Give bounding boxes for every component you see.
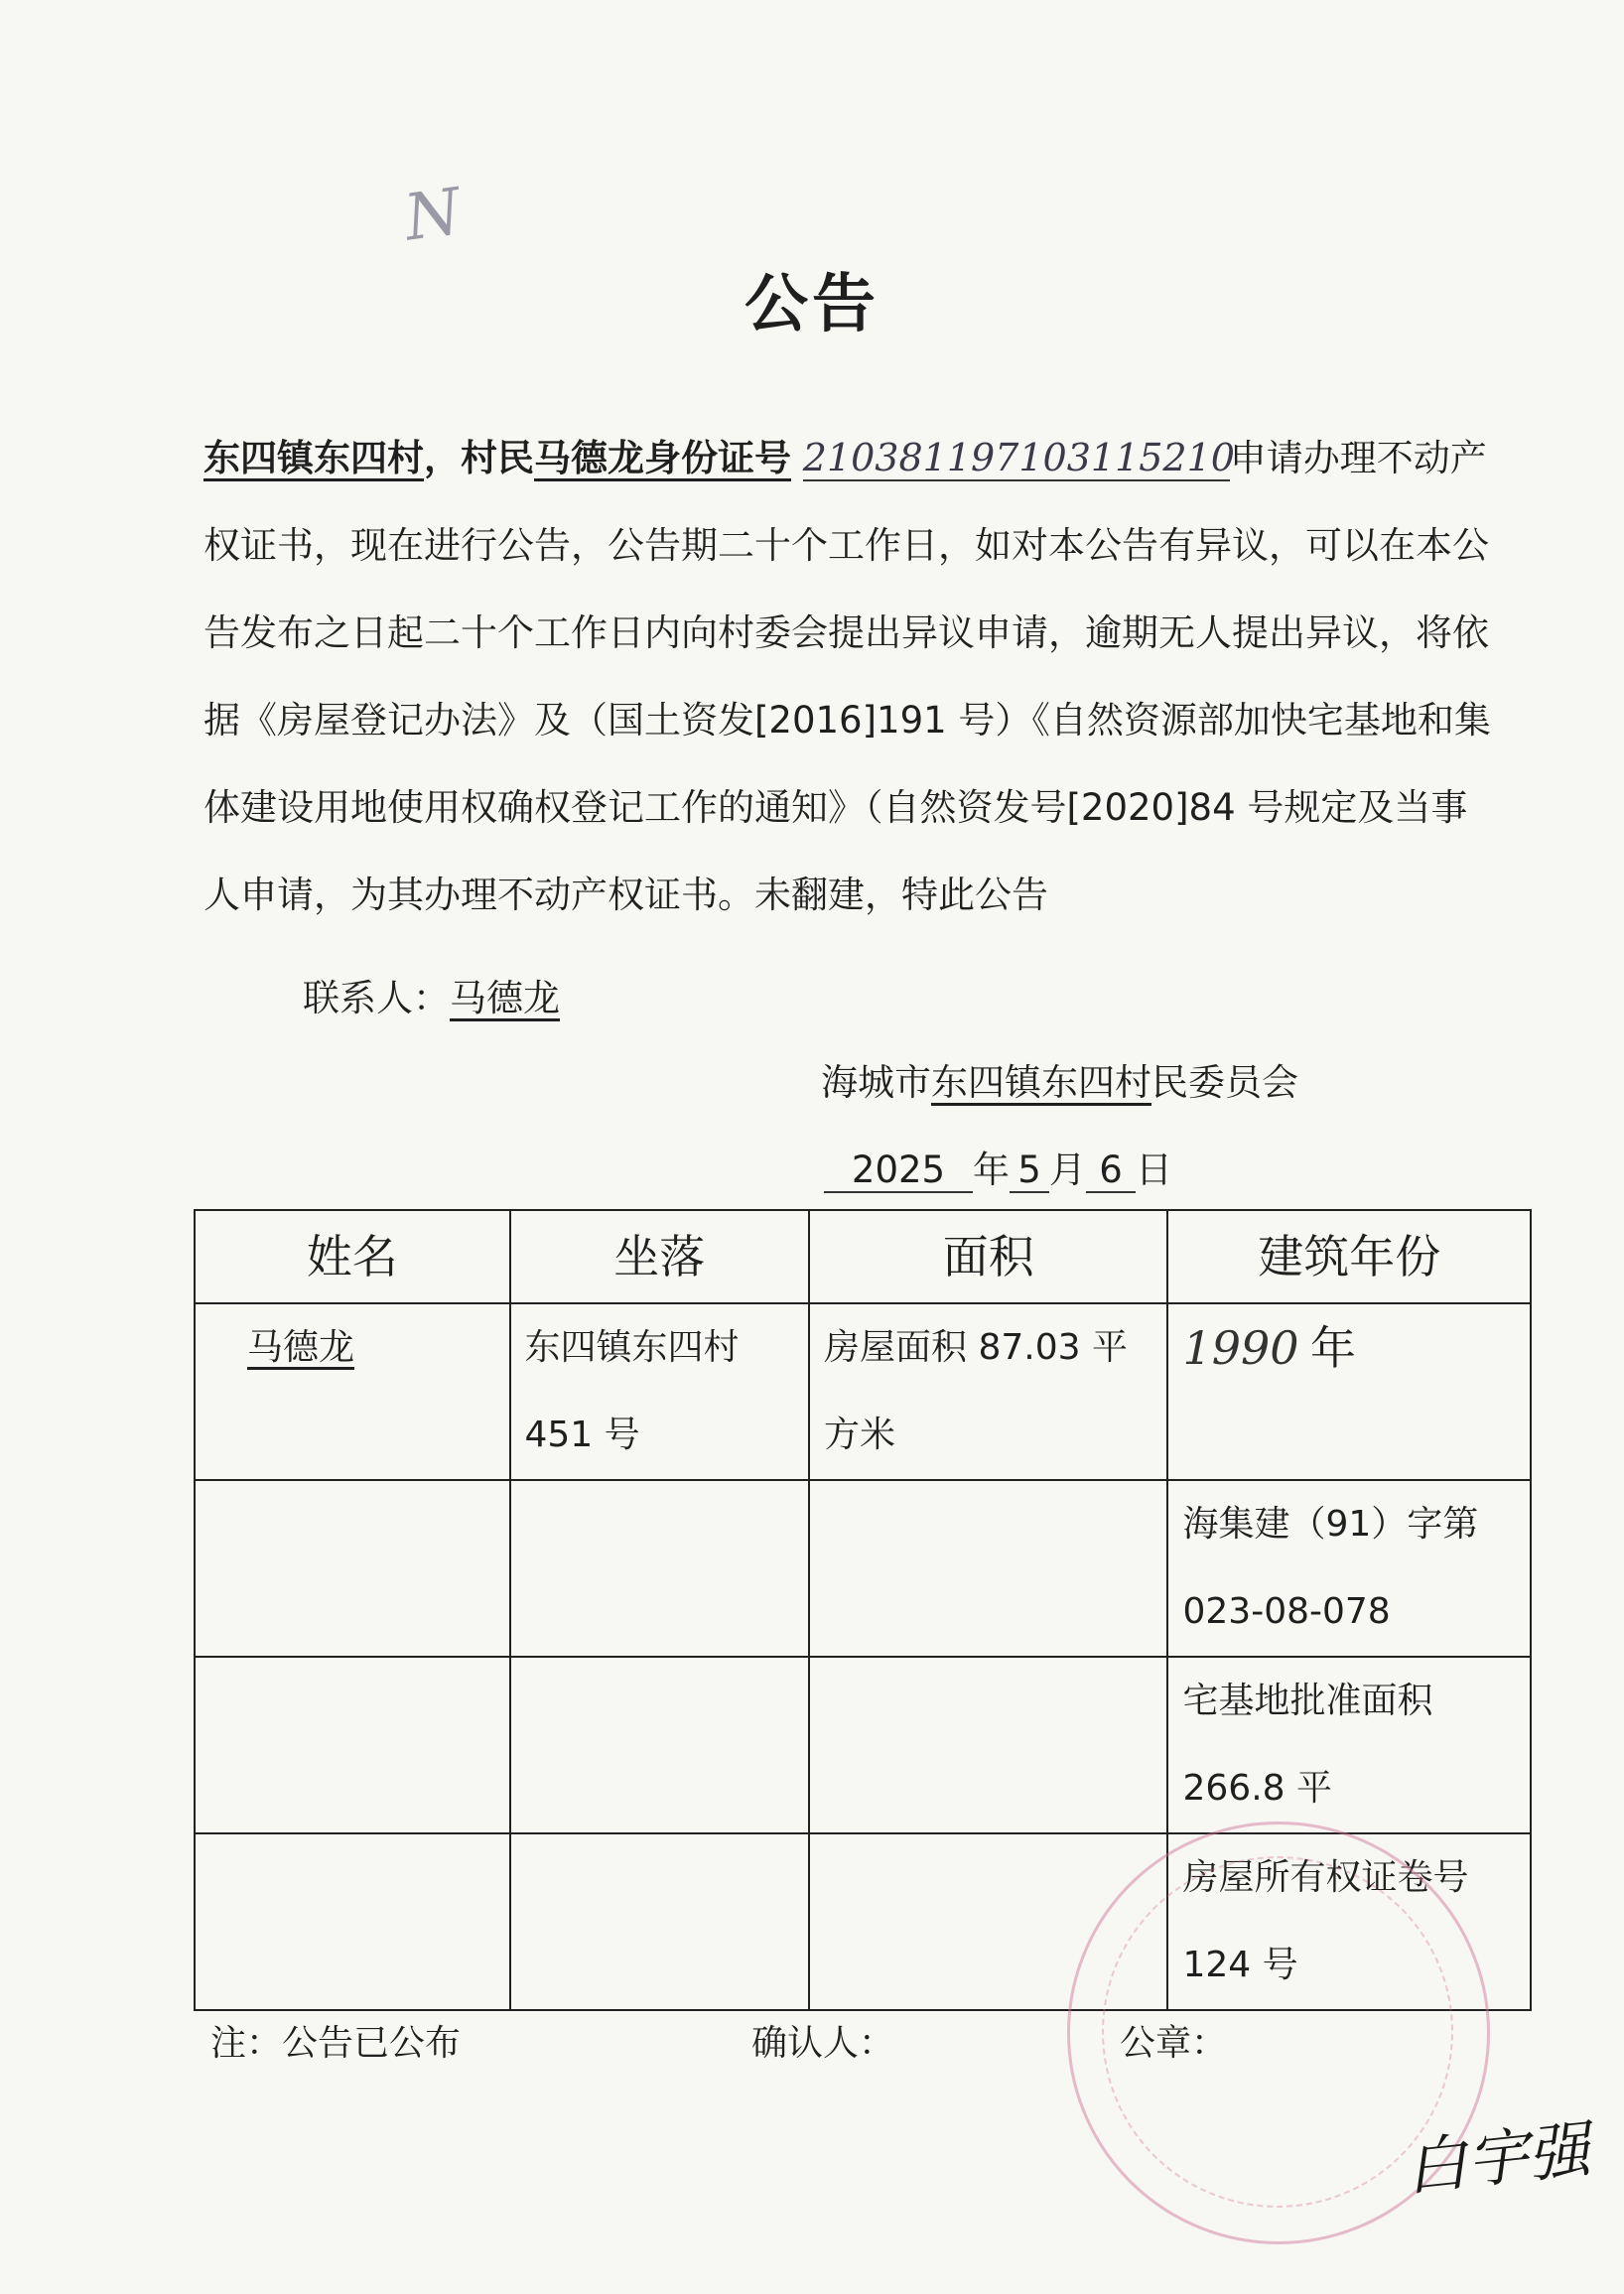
date-month: 5 [1010, 1148, 1049, 1193]
org-suffix: 民委员会 [1151, 1061, 1298, 1104]
cell-name: 马德龙 [247, 1327, 355, 1368]
notice-title: 公告 [744, 268, 880, 341]
handwritten-signature: 白宇强 [1402, 2112, 1593, 2205]
header-location: 坐落 [510, 1210, 810, 1303]
footer-seal-label: 公章： [1120, 2023, 1228, 2064]
org-village: 东四镇东四村 [931, 1061, 1151, 1104]
cell-location [510, 1833, 810, 2010]
cell-year: 海集建（91）字第 023-08-078 [1167, 1480, 1531, 1657]
header-build-year: 建筑年份 [1167, 1210, 1531, 1303]
notice-date [824, 1140, 1172, 1193]
table-row [195, 1657, 1531, 1833]
cell-area [809, 1480, 1167, 1657]
notice-body [203, 415, 1494, 939]
handwritten-id-number: 210381197103115210 [802, 436, 1235, 479]
table-header-row [195, 1210, 1531, 1303]
date-year-unit: 年 [973, 1148, 1010, 1191]
cell-area: 房屋面积 87.03 平方米 [824, 1327, 1128, 1455]
cell-location [510, 1657, 810, 1833]
village-name: 东四镇东四村 [203, 437, 424, 479]
header-area: 面积 [809, 1210, 1167, 1303]
handwritten-mark: N [400, 175, 466, 256]
cell-area [809, 1657, 1167, 1833]
contact-name: 马德龙 [450, 977, 560, 1019]
date-day: 6 [1086, 1148, 1136, 1193]
table-row [195, 1303, 1531, 1480]
cell-year: 宅基地批准面积 266.8 平 [1167, 1657, 1531, 1833]
cell-name [195, 1480, 510, 1657]
table-row [195, 1480, 1531, 1657]
contact-line [303, 968, 560, 1021]
cell-year: 房屋所有权证卷号 124 号 [1167, 1833, 1531, 2010]
cell-name [195, 1833, 510, 2010]
date-day-unit: 日 [1136, 1148, 1172, 1191]
contact-label: 联系人： [303, 977, 450, 1019]
cell-location [510, 1480, 810, 1657]
header-name: 姓名 [195, 1210, 510, 1303]
date-month-unit: 月 [1049, 1148, 1086, 1191]
villager-label: ，村民 [424, 437, 534, 479]
issuing-organization [821, 1052, 1298, 1106]
cell-location: 东四镇东四村 451 号 [524, 1327, 740, 1455]
footer-confirmer: 确认人： [751, 2023, 895, 2064]
cell-name [195, 1657, 510, 1833]
footer-note: 注：公告已公布 [210, 2023, 462, 2064]
org-prefix: 海城市 [821, 1061, 931, 1104]
cell-year-handwritten: 1990 [1182, 1321, 1299, 1375]
name-id-label: 马德龙身份证号 [534, 437, 791, 479]
notice-text: 申请办理不动产权证书，现在进行公告，公告期二十个工作日，如对本公告有异议，可以在本公告发布之日起二十个工作日内向村委会提出异议申请，逾期无人提出异议，将依据《房屋登记办法》及（国土资发[2016]191 号）《自然资源部加快宅基地和集体建设用地使用权确权登记工作的通知》（自然资发号[2020]84 号规定及当事人申请，为其办理不动产权证书。未翻建，特此公告 [203, 437, 1491, 916]
date-year: 2025 [824, 1148, 973, 1193]
cell-year-unit: 年 [1310, 1321, 1357, 1375]
